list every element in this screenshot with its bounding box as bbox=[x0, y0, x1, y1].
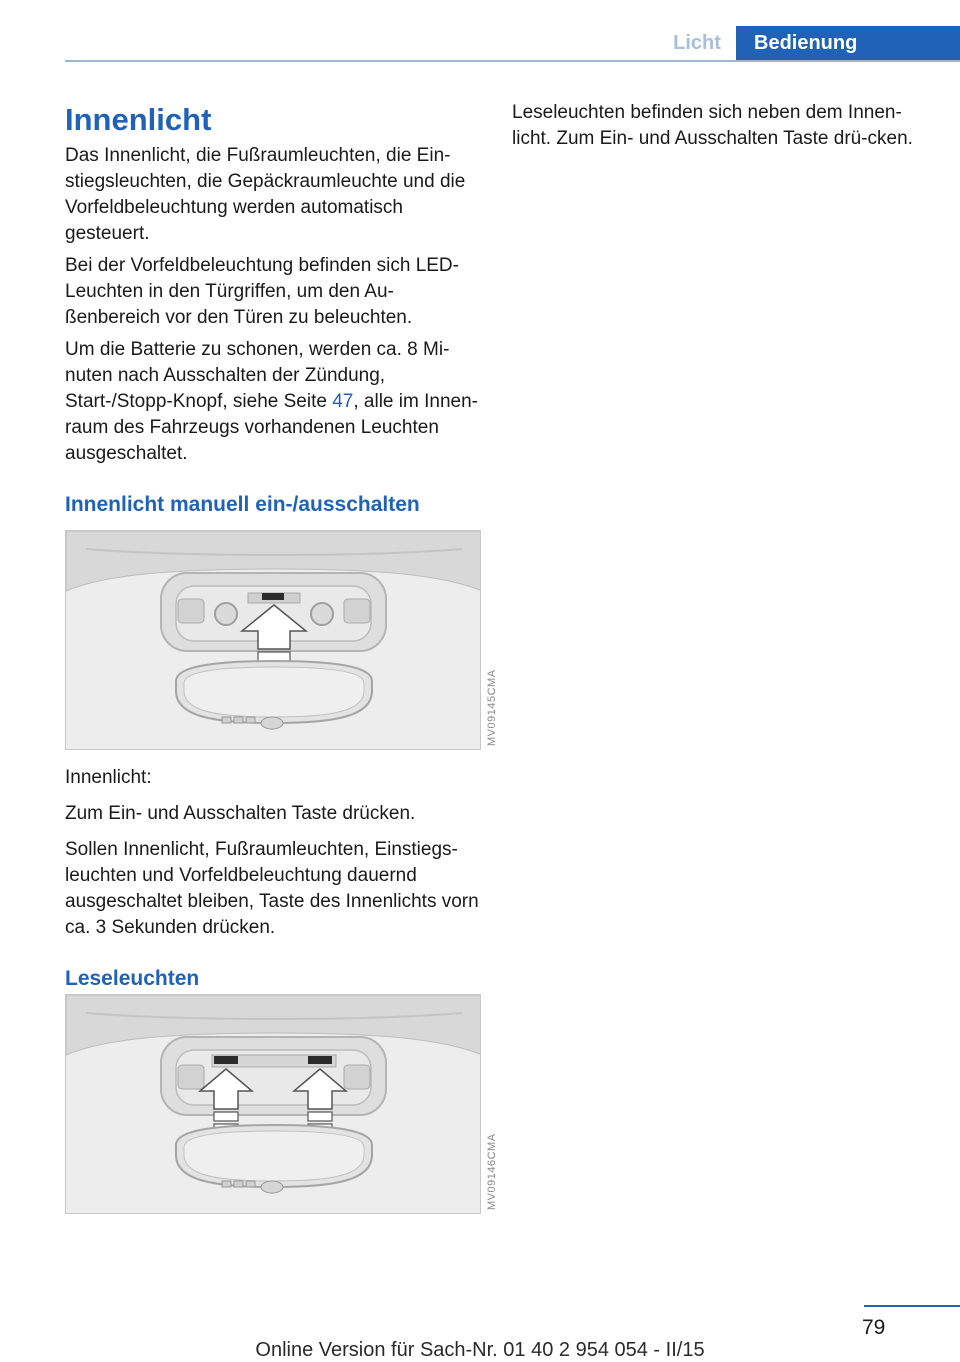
footer-divider bbox=[864, 1305, 960, 1307]
section-heading-reading-lights: Leseleuchten bbox=[65, 967, 200, 990]
battery-text-start: Um die Batterie zu schonen, werden ca. 8 Mi-nuten nach Ausschalten der Zündung, Start-/Stopp-Knopf, siehe Seite bbox=[65, 339, 450, 412]
permanent-off-paragraph: Sollen Innenlicht, Fußraumleuchten, Einstiegs-leuchten und Vorfeldbeleuchtung dauernd ausgeschaltet bleiben, Taste des Innenlichts vorn ca. 3 Sekunden drücken. bbox=[65, 839, 479, 938]
battery-text-end: , alle im Innen-raum des Fahrzeugs vorhandenen Leuchten ausgeschaltet. bbox=[65, 391, 478, 464]
vorfeld-paragraph: Bei der Vorfeldbeleuchtung befinden sich LED-Leuchten in den Türgriffen, um den Au-ßenbereich vor den Türen zu beleuchten. bbox=[65, 255, 459, 328]
online-version-footer: Online Version für Sach-Nr. 01 40 2 954 054 - II/15 bbox=[255, 1339, 705, 1361]
figure-code-1: MV09145CMA bbox=[486, 669, 498, 746]
figure-reading-lights bbox=[65, 994, 481, 1214]
page-link-47[interactable]: 47 bbox=[332, 391, 354, 412]
reading-lights-illustration bbox=[66, 995, 481, 1214]
manual-text-block bbox=[65, 765, 485, 993]
left-column bbox=[65, 100, 485, 519]
header-chapter-tab[interactable]: Bedienung bbox=[736, 26, 960, 60]
figure-code-2: MV09146CMA bbox=[486, 1133, 498, 1210]
toggle-instruction: Zum Ein- und Ausschalten Taste drücken. bbox=[65, 803, 416, 824]
header-divider bbox=[65, 60, 960, 62]
battery-paragraph bbox=[65, 337, 485, 467]
figure-caption: Innenlicht: bbox=[65, 767, 152, 788]
right-column bbox=[512, 100, 932, 152]
reading-lights-paragraph: Leseleuchten befinden sich neben dem Innen-licht. Zum Ein- und Ausschalten Taste drü-cken. bbox=[512, 102, 913, 149]
figure-interior-light bbox=[65, 530, 481, 750]
page-number: 79 bbox=[862, 1316, 886, 1339]
interior-light-illustration bbox=[66, 531, 481, 750]
page-title: Innenlicht bbox=[65, 102, 212, 137]
section-heading-manual: Innenlicht manuell ein-/ausschalten bbox=[65, 493, 420, 516]
header-section-tab[interactable]: Licht bbox=[673, 32, 721, 54]
intro-paragraph: Das Innenlicht, die Fußraumleuchten, die Ein-stiegsleuchten, die Gepäckraumleuchte und die Vorfeldbeleuchtung werden automatisch gesteuert. bbox=[65, 145, 466, 244]
